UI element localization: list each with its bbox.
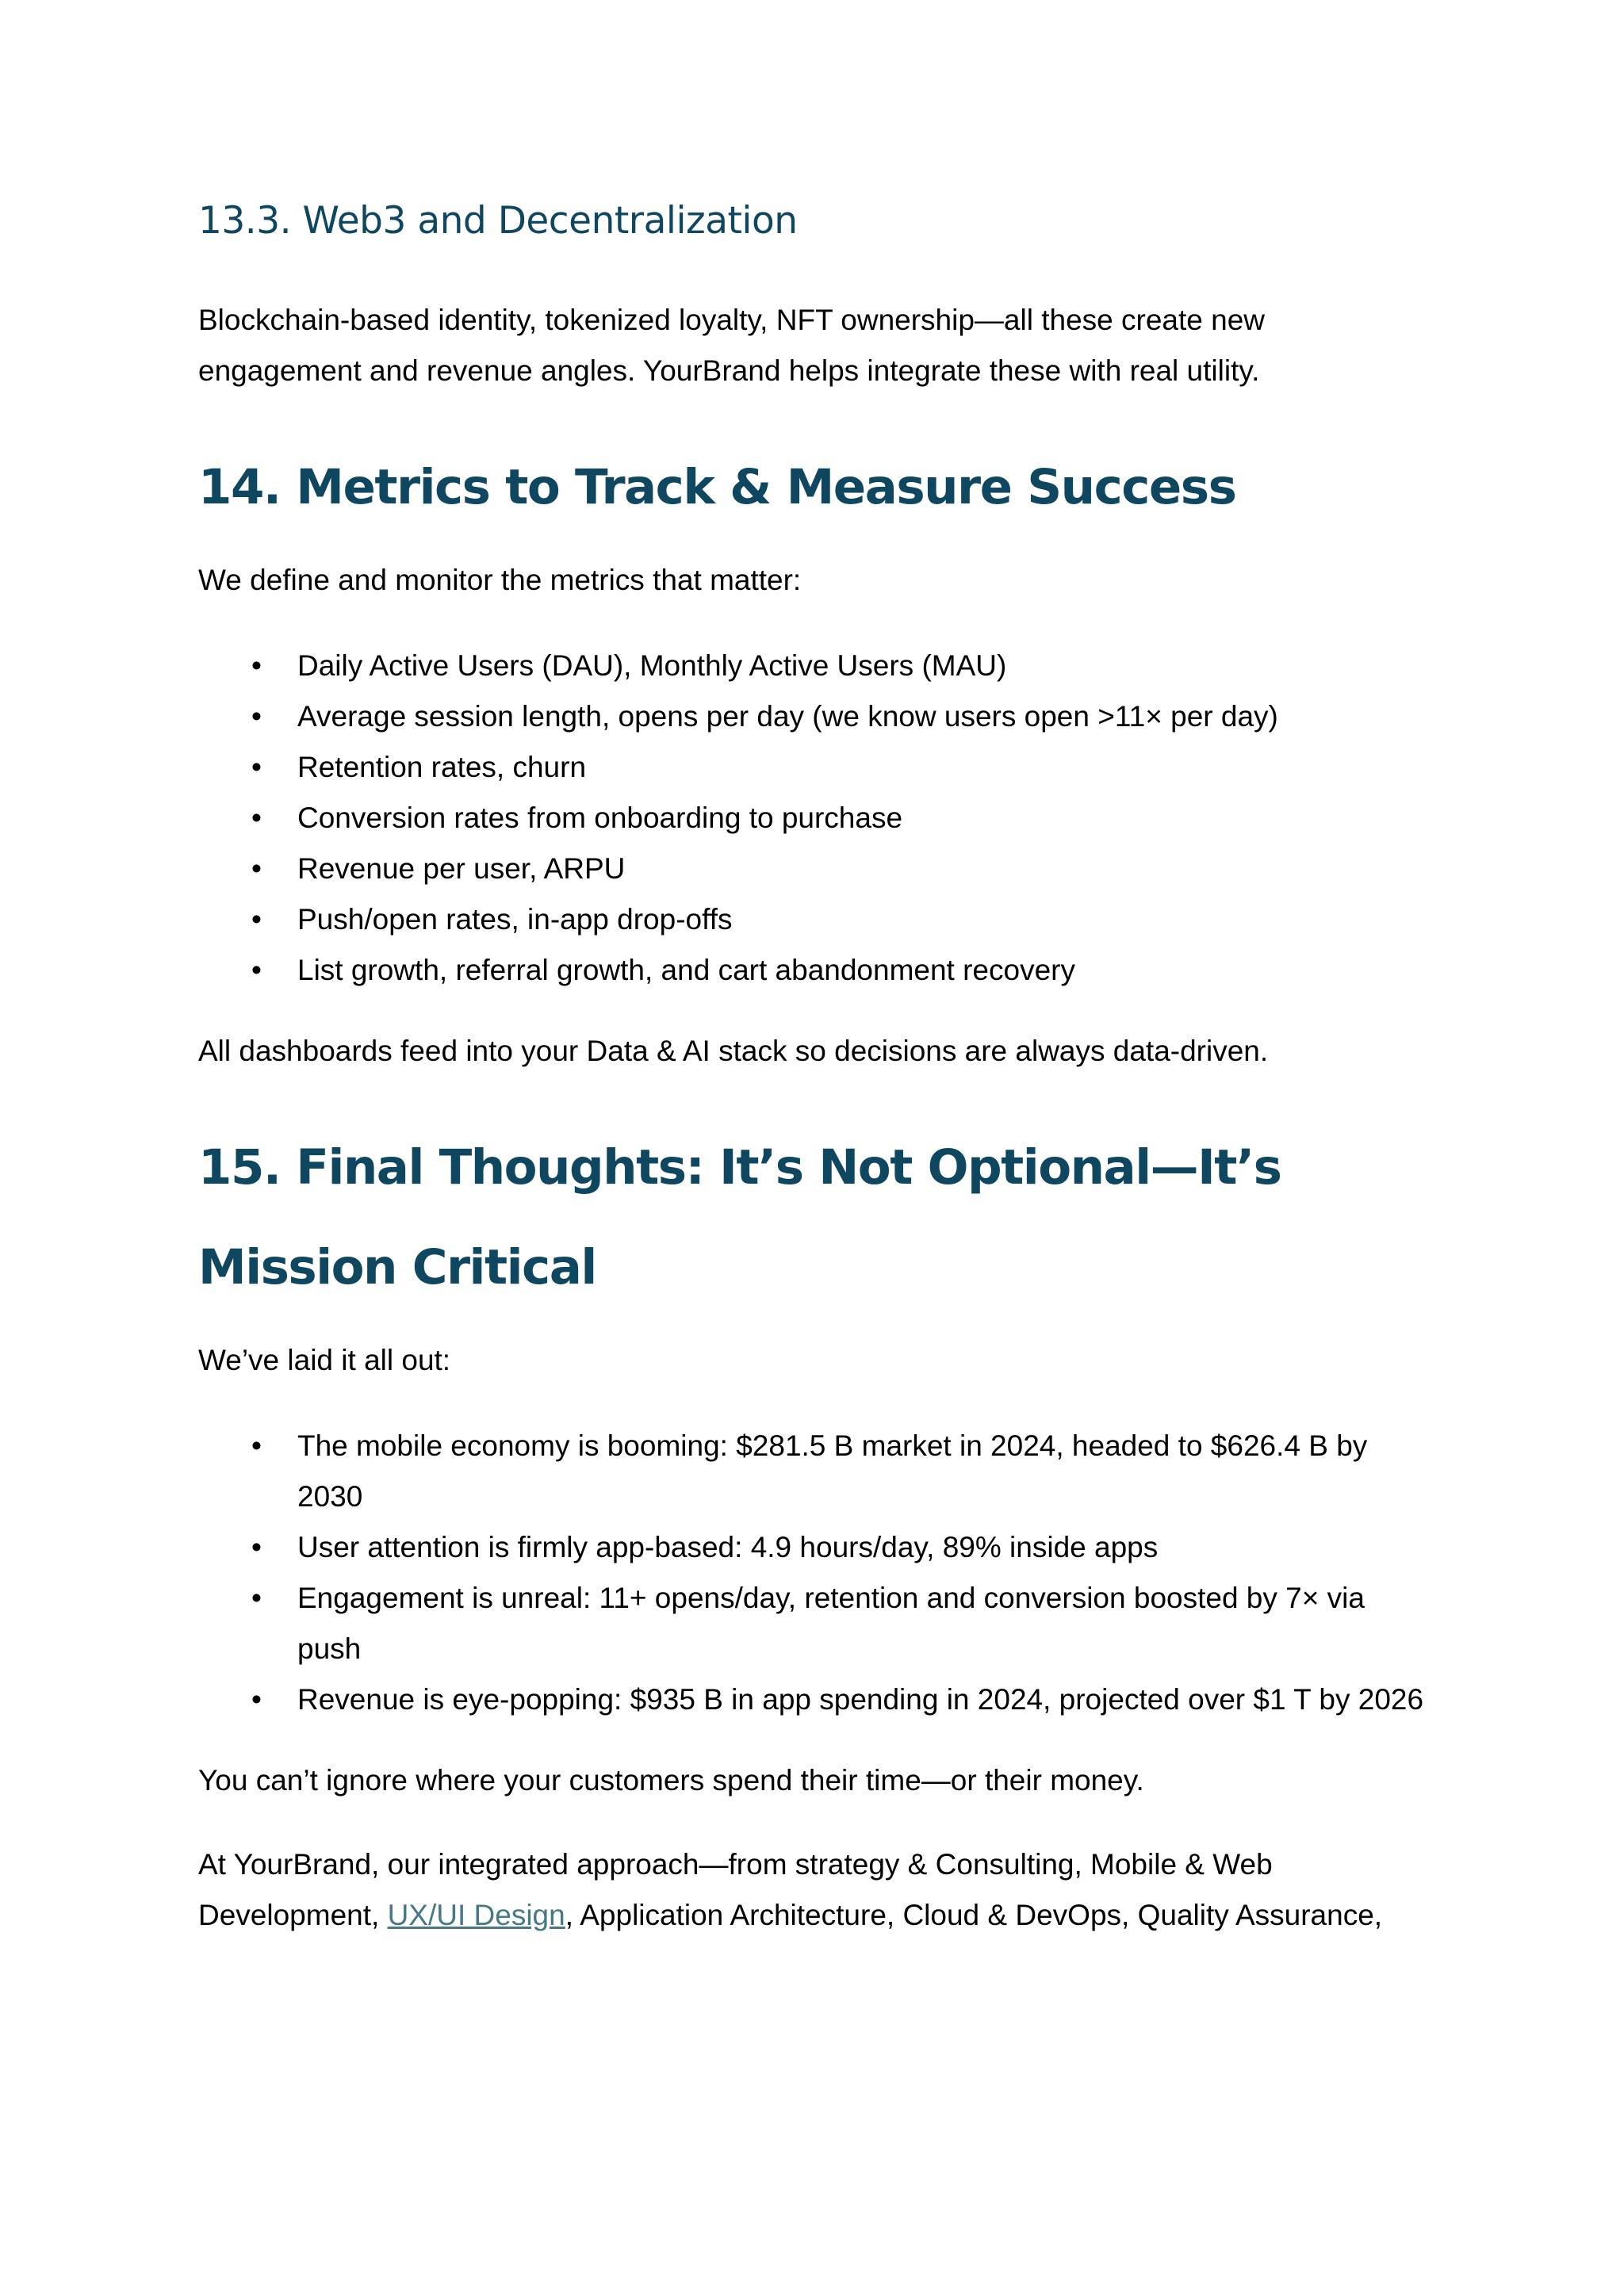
bullet-icon: •	[251, 700, 262, 733]
paragraph-approach	[198, 1839, 1435, 1941]
bullet-icon: •	[251, 1531, 262, 1563]
paragraph-customers: You can’t ignore where your customers spend their time—or their money.	[198, 1764, 1144, 1797]
bullet-icon: •	[251, 802, 262, 834]
bullet-icon: •	[251, 852, 262, 885]
list-item-text: Average session length, opens per day (we know users open >11× per day)	[297, 700, 1278, 733]
heading-14: 14. Metrics to Track & Measure Success	[198, 459, 1236, 515]
final-thoughts-list	[198, 1421, 1435, 1725]
list-item	[198, 894, 1435, 945]
list-item	[198, 1573, 1435, 1674]
paragraph-metrics-intro: We define and monitor the metrics that matter:	[198, 564, 802, 596]
bullet-icon: •	[251, 903, 262, 936]
list-item-text: Push/open rates, in-app drop-offs	[297, 903, 733, 936]
list-item	[198, 641, 1435, 691]
list-item-text: Revenue is eye-popping: $935 B in app spending in 2024, projected over $1 T by 2026	[297, 1683, 1424, 1716]
list-item	[198, 1674, 1435, 1725]
ux-ui-design-link[interactable]: UX/UI Design	[387, 1899, 565, 1931]
bullet-icon: •	[251, 954, 262, 986]
list-item	[198, 945, 1435, 996]
list-item-text: Engagement is unreal: 11+ opens/day, retention and conversion boosted by 7× via push	[297, 1582, 1365, 1665]
metrics-list	[198, 641, 1435, 996]
list-item	[198, 1421, 1435, 1522]
paragraph-web3: Blockchain-based identity, tokenized loyalty, NFT ownership—all these create new engagement and revenue angles. YourBrand helps integrate these with real utility.	[198, 304, 1266, 387]
bullet-icon: •	[251, 1429, 262, 1462]
list-item	[198, 691, 1435, 742]
heading-13-3: 13.3. Web3 and Decentralization	[198, 199, 798, 243]
list-item-text: User attention is firmly app-based: 4.9 hours/day, 89% inside apps	[297, 1531, 1159, 1563]
page-content	[198, 190, 1435, 1941]
heading-15: 15. Final Thoughts: It’s Not Optional—It’s Mission Critical	[198, 1139, 1281, 1295]
list-item	[198, 1522, 1435, 1573]
list-item-text: Revenue per user, ARPU	[297, 852, 626, 885]
bullet-icon: •	[251, 1582, 262, 1614]
approach-text-after: , Application Architecture, Cloud & DevOps, Quality Assurance,	[565, 1899, 1383, 1931]
list-item-text: Daily Active Users (DAU), Monthly Active Users (MAU)	[297, 649, 1007, 682]
bullet-icon: •	[251, 751, 262, 783]
list-item	[198, 742, 1435, 793]
list-item	[198, 844, 1435, 894]
list-item-text: Retention rates, churn	[297, 751, 587, 783]
paragraph-final-intro: We’ve laid it all out:	[198, 1344, 451, 1376]
paragraph-metrics-outro: All dashboards feed into your Data & AI stack so decisions are always data-driven.	[198, 1035, 1269, 1067]
list-item	[198, 793, 1435, 844]
list-item-text: The mobile economy is booming: $281.5 B market in 2024, headed to $626.4 B by 2030	[297, 1429, 1368, 1513]
approach-text-before: At YourBrand, our integrated approach—from strategy & Consulting, Mobile & Web Development,	[198, 1848, 1273, 1931]
list-item-text: Conversion rates from onboarding to purchase	[297, 802, 903, 834]
bullet-icon: •	[251, 649, 262, 682]
bullet-icon: •	[251, 1683, 262, 1716]
list-item-text: List growth, referral growth, and cart abandonment recovery	[297, 954, 1075, 986]
